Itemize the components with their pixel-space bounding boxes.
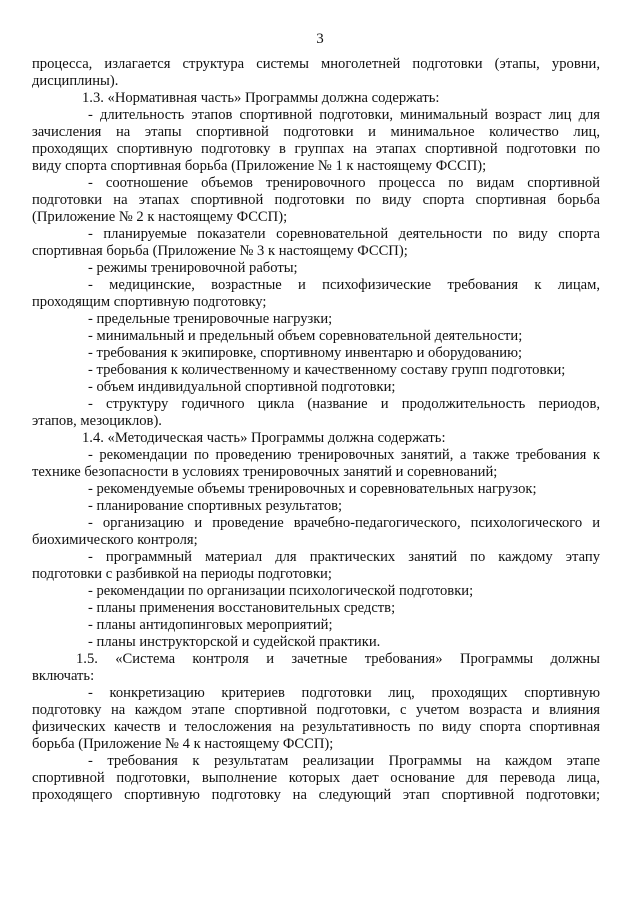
text-line: - конкретизацию критериев подготовки лиц, проходящих спортивную	[88, 685, 600, 701]
text-line: зачисления на этапы спортивной подготовки и минимальное количество лиц,	[32, 124, 600, 140]
text-line: - объем индивидуальной спортивной подготовки;	[88, 379, 396, 395]
text-line: проходящего спортивную подготовку на следующий этап спортивной подготовки;	[32, 787, 600, 803]
text-line: биохимического контроля;	[32, 532, 198, 548]
text-line: - планы инструкторской и судейской практики.	[88, 634, 381, 650]
text-line: спортивной подготовки, выполнение которых дает основание для перевода лица,	[32, 770, 600, 786]
text-line: - соотношение объемов тренировочного процесса по видам спортивной	[88, 175, 600, 191]
text-line: - длительность этапов спортивной подготовки, минимальный возраст лиц для	[88, 107, 600, 123]
text-line: - планы антидопинговых мероприятий;	[88, 617, 333, 633]
text-line: (Приложение № 2 к настоящему ФССП);	[32, 209, 288, 225]
text-line: - предельные тренировочные нагрузки;	[88, 311, 333, 327]
text-line: технике безопасности в условиях тренировочных занятий и соревнований;	[32, 464, 498, 480]
text-line: проходящим спортивную подготовку;	[32, 294, 267, 310]
text-line: - планы применения восстановительных средств;	[88, 600, 396, 616]
text-line: виду спорта спортивная борьба (Приложение № 1 к настоящему ФССП);	[32, 158, 487, 174]
text-line: дисциплины).	[32, 73, 119, 89]
text-line: подготовки с разбивкой на периоды подготовки;	[32, 566, 332, 582]
text-line: подготовку на каждом этапе спортивной подготовки, с учетом возраста и влияния	[32, 702, 600, 718]
text-line: - планирование спортивных результатов;	[88, 498, 343, 514]
page-number: 3	[316, 31, 324, 47]
text-line: - программный материал для практических занятий по каждому этапу	[88, 549, 600, 565]
text-line: проходящих спортивную подготовку в группах на этапах спортивной подготовки по	[32, 141, 600, 157]
text-line: включать:	[32, 668, 95, 684]
text-line: - требования к экипировке, спортивному инвентарю и оборудованию;	[88, 345, 523, 361]
text-line: - планируемые показатели соревновательной деятельности по виду спорта	[88, 226, 600, 242]
document-body	[32, 56, 600, 804]
text-line: процесса, излагается структура системы многолетней подготовки (этапы, уровни,	[32, 56, 600, 72]
text-line: физических качеств и телосложения на результативность по виду спорта спортивная	[32, 719, 600, 735]
text-line: этапов, мезоциклов).	[32, 413, 162, 429]
text-line: 1.5. «Система контроля и зачетные требования» Программы должны	[76, 651, 600, 667]
text-line: - минимальный и предельный объем соревновательной деятельности;	[88, 328, 523, 344]
text-line: спортивная борьба (Приложение № 3 к настоящему ФССП);	[32, 243, 408, 259]
text-line: борьба (Приложение № 4 к настоящему ФССП);	[32, 736, 334, 752]
text-line: - организацию и проведение врачебно-педагогического, психологического и	[88, 515, 600, 531]
text-line: - рекомендации по проведению тренировочных занятий, а также требования к	[88, 447, 600, 463]
text-line: 1.4. «Методическая часть» Программы должна содержать:	[82, 430, 446, 446]
text-line: подготовки на этапах спортивной подготовки по виду спорта спортивная борьба	[32, 192, 600, 208]
text-line: - требования к количественному и качественному составу групп подготовки;	[88, 362, 566, 378]
text-line: - режимы тренировочной работы;	[88, 260, 298, 276]
text-line: - медицинские, возрастные и психофизические требования к лицам,	[88, 277, 600, 293]
text-line: 1.3. «Нормативная часть» Программы должна содержать:	[82, 90, 440, 106]
text-line: - рекомендуемые объемы тренировочных и соревновательных нагрузок;	[88, 481, 537, 497]
text-line: - структуру годичного цикла (название и продолжительность периодов,	[88, 396, 600, 412]
text-line: - требования к результатам реализации Программы на каждом этапе	[88, 753, 600, 769]
text-line: - рекомендации по организации психологической подготовки;	[88, 583, 474, 599]
